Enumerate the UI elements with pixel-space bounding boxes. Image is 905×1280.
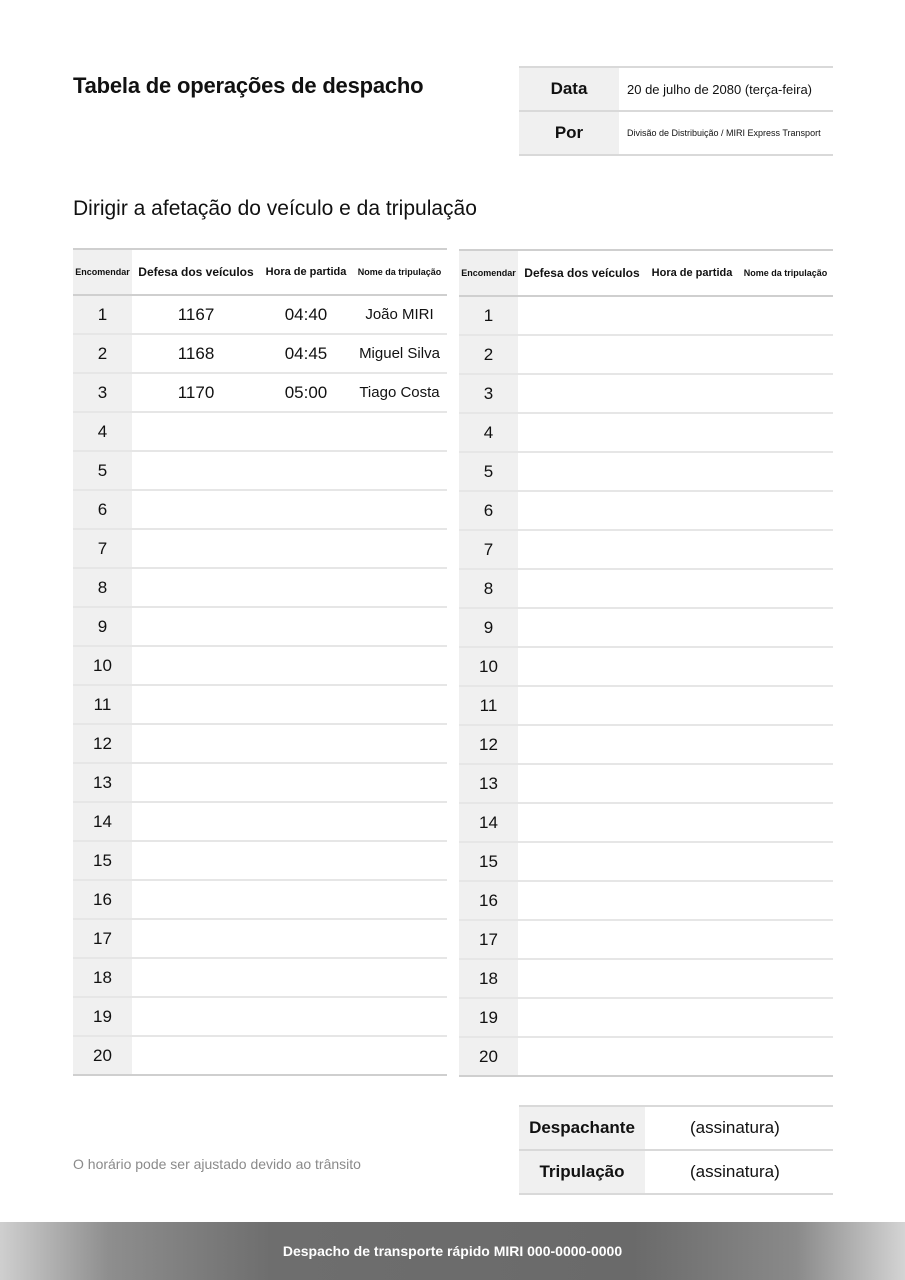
row-order-cell: 3: [459, 374, 518, 413]
footer-banner: [0, 1222, 905, 1280]
crew-name-cell: [738, 530, 833, 569]
row-order-cell: 19: [73, 997, 132, 1036]
vehicle-cell: [132, 607, 260, 646]
departure-time-cell: [646, 491, 738, 530]
assignment-table-left: [73, 248, 447, 1076]
crew-name-cell: [738, 920, 833, 959]
row-order-cell: 18: [73, 958, 132, 997]
vehicle-cell: 1168: [132, 334, 260, 373]
departure-time-cell: [646, 335, 738, 374]
row-order-cell: 11: [459, 686, 518, 725]
table-row: [459, 1037, 833, 1076]
departure-time-cell: [646, 569, 738, 608]
departure-time-cell: 04:45: [260, 334, 352, 373]
departure-time-cell: [646, 959, 738, 998]
departure-time-cell: [260, 1036, 352, 1075]
row-order-cell: 2: [73, 334, 132, 373]
table-row: [459, 881, 833, 920]
signature-field-crew: (assinatura): [645, 1150, 833, 1194]
signature-row-crew: [519, 1150, 833, 1194]
info-value-date: 20 de julho de 2080 (terça-feira): [619, 67, 833, 111]
vehicle-cell: [132, 958, 260, 997]
crew-name-cell: [352, 724, 447, 763]
row-order-cell: 4: [73, 412, 132, 451]
table-row: [459, 530, 833, 569]
vehicle-cell: [518, 959, 646, 998]
vehicle-cell: [132, 451, 260, 490]
departure-time-cell: [260, 880, 352, 919]
vehicle-cell: [518, 842, 646, 881]
table-row: [73, 373, 447, 412]
column-header-vehicle: Defesa dos veículos: [132, 249, 260, 295]
table-row: [459, 803, 833, 842]
table-row: [73, 646, 447, 685]
departure-time-cell: [646, 608, 738, 647]
table-row: [459, 452, 833, 491]
signature-table: [519, 1105, 833, 1195]
row-order-cell: 8: [459, 569, 518, 608]
departure-time-cell: 05:00: [260, 373, 352, 412]
departure-time-cell: [646, 725, 738, 764]
row-order-cell: 16: [459, 881, 518, 920]
departure-time-cell: [646, 803, 738, 842]
info-row-by: [519, 111, 833, 155]
table-row: [73, 958, 447, 997]
table-row: [459, 608, 833, 647]
departure-time-cell: [260, 997, 352, 1036]
vehicle-cell: [518, 491, 646, 530]
vehicle-cell: [518, 881, 646, 920]
table-row: [73, 529, 447, 568]
table-row: [73, 412, 447, 451]
departure-time-cell: [260, 724, 352, 763]
row-order-cell: 5: [73, 451, 132, 490]
row-order-cell: 12: [459, 725, 518, 764]
departure-time-cell: [646, 374, 738, 413]
departure-time-cell: [260, 646, 352, 685]
crew-name-cell: [738, 335, 833, 374]
crew-name-cell: [738, 1037, 833, 1076]
row-order-cell: 13: [73, 763, 132, 802]
row-order-cell: 18: [459, 959, 518, 998]
crew-name-cell: [738, 452, 833, 491]
departure-time-cell: [260, 685, 352, 724]
departure-time-cell: [646, 647, 738, 686]
vehicle-cell: [518, 296, 646, 335]
departure-time-cell: [646, 1037, 738, 1076]
row-order-cell: 13: [459, 764, 518, 803]
table-header-row: [73, 249, 447, 295]
column-header-order: Encomendar: [73, 249, 132, 295]
row-order-cell: 15: [459, 842, 518, 881]
crew-name-cell: [738, 881, 833, 920]
row-order-cell: 17: [73, 919, 132, 958]
row-order-cell: 14: [73, 802, 132, 841]
departure-time-cell: [646, 920, 738, 959]
crew-name-cell: [738, 413, 833, 452]
row-order-cell: 17: [459, 920, 518, 959]
row-order-cell: 10: [459, 647, 518, 686]
departure-time-cell: [646, 296, 738, 335]
vehicle-cell: [132, 1036, 260, 1075]
table-row: [73, 724, 447, 763]
row-order-cell: 7: [459, 530, 518, 569]
table-row: [73, 841, 447, 880]
crew-name-cell: [738, 647, 833, 686]
departure-time-cell: [260, 607, 352, 646]
crew-name-cell: [738, 491, 833, 530]
crew-name-cell: [738, 725, 833, 764]
vehicle-cell: [518, 686, 646, 725]
row-order-cell: 4: [459, 413, 518, 452]
vehicle-cell: [518, 725, 646, 764]
crew-name-cell: [738, 764, 833, 803]
crew-name-cell: [352, 763, 447, 802]
crew-name-cell: [738, 608, 833, 647]
crew-name-cell: [352, 1036, 447, 1075]
column-header-crew-name: Nome da tripulação: [738, 250, 833, 296]
column-header-departure-time: Hora de partida: [646, 250, 738, 296]
crew-name-cell: [738, 959, 833, 998]
vehicle-cell: [518, 569, 646, 608]
departure-time-cell: [260, 958, 352, 997]
departure-time-cell: [646, 881, 738, 920]
crew-name-cell: [738, 374, 833, 413]
vehicle-cell: [518, 608, 646, 647]
departure-time-cell: [646, 764, 738, 803]
row-order-cell: 19: [459, 998, 518, 1037]
vehicle-cell: [132, 412, 260, 451]
table-row: [73, 451, 447, 490]
departure-time-cell: [260, 841, 352, 880]
crew-name-cell: [352, 958, 447, 997]
crew-name-cell: [352, 451, 447, 490]
crew-name-cell: [352, 685, 447, 724]
column-header-vehicle: Defesa dos veículos: [518, 250, 646, 296]
row-order-cell: 2: [459, 335, 518, 374]
vehicle-cell: [518, 803, 646, 842]
crew-name-cell: João MIRI: [352, 295, 447, 334]
crew-name-cell: [352, 841, 447, 880]
table-row: [459, 374, 833, 413]
table-row: [459, 491, 833, 530]
vehicle-cell: [518, 764, 646, 803]
crew-name-cell: [352, 997, 447, 1036]
table-row: [459, 647, 833, 686]
departure-time-cell: [260, 763, 352, 802]
table-row: [459, 413, 833, 452]
vehicle-cell: [132, 997, 260, 1036]
crew-name-cell: Miguel Silva: [352, 334, 447, 373]
vehicle-cell: [518, 413, 646, 452]
table-row: [459, 842, 833, 881]
table-row: [459, 296, 833, 335]
vehicle-cell: [518, 530, 646, 569]
table-row: [73, 490, 447, 529]
row-order-cell: 6: [459, 491, 518, 530]
crew-name-cell: [738, 296, 833, 335]
table-row: [459, 920, 833, 959]
table-row: [459, 335, 833, 374]
departure-time-cell: [646, 413, 738, 452]
departure-time-cell: [646, 686, 738, 725]
info-row-date: [519, 67, 833, 111]
row-order-cell: 8: [73, 568, 132, 607]
departure-time-cell: [260, 802, 352, 841]
departure-time-cell: [646, 530, 738, 569]
crew-name-cell: [738, 569, 833, 608]
assignment-table-right: [459, 249, 833, 1077]
table-row: [459, 998, 833, 1037]
crew-name-cell: [738, 803, 833, 842]
vehicle-cell: [132, 490, 260, 529]
row-order-cell: 11: [73, 685, 132, 724]
document-info-table: [519, 66, 833, 156]
row-order-cell: 12: [73, 724, 132, 763]
departure-time-cell: [260, 412, 352, 451]
info-value-by: Divisão de Distribuição / MIRI Express Transport: [619, 111, 833, 155]
footer-text: Despacho de transporte rápido MIRI 000-0000-0000: [282, 1243, 623, 1259]
row-order-cell: 1: [73, 295, 132, 334]
departure-time-cell: [646, 998, 738, 1037]
row-order-cell: 16: [73, 880, 132, 919]
row-order-cell: 3: [73, 373, 132, 412]
crew-name-cell: Tiago Costa: [352, 373, 447, 412]
departure-time-cell: [646, 842, 738, 881]
vehicle-cell: [132, 568, 260, 607]
departure-time-cell: [646, 452, 738, 491]
vehicle-cell: [132, 529, 260, 568]
row-order-cell: 9: [459, 608, 518, 647]
vehicle-cell: [518, 647, 646, 686]
vehicle-cell: [132, 763, 260, 802]
crew-name-cell: [352, 412, 447, 451]
table-row: [73, 919, 447, 958]
vehicle-cell: [132, 880, 260, 919]
table-row: [73, 997, 447, 1036]
table-row: [73, 880, 447, 919]
table-row: [459, 686, 833, 725]
vehicle-cell: [132, 841, 260, 880]
crew-name-cell: [738, 998, 833, 1037]
row-order-cell: 20: [73, 1036, 132, 1075]
row-order-cell: 15: [73, 841, 132, 880]
row-order-cell: 7: [73, 529, 132, 568]
vehicle-cell: [518, 998, 646, 1037]
row-order-cell: 14: [459, 803, 518, 842]
traffic-note: O horário pode ser ajustado devido ao trânsito: [73, 1156, 361, 1172]
column-header-departure-time: Hora de partida: [260, 249, 352, 295]
crew-name-cell: [352, 568, 447, 607]
vehicle-cell: [518, 452, 646, 491]
row-order-cell: 20: [459, 1037, 518, 1076]
crew-name-cell: [352, 880, 447, 919]
signature-field-dispatcher: (assinatura): [645, 1106, 833, 1150]
crew-name-cell: [352, 802, 447, 841]
table-row: [459, 959, 833, 998]
departure-time-cell: [260, 451, 352, 490]
table-row: [73, 334, 447, 373]
crew-name-cell: [738, 842, 833, 881]
table-row: [459, 569, 833, 608]
crew-name-cell: [352, 529, 447, 568]
crew-name-cell: [352, 607, 447, 646]
crew-name-cell: [352, 919, 447, 958]
signature-label-dispatcher: Despachante: [519, 1106, 645, 1150]
row-order-cell: 5: [459, 452, 518, 491]
section-title: Dirigir a afetação do veículo e da tripulação: [73, 197, 477, 220]
vehicle-cell: [132, 724, 260, 763]
table-row: [459, 764, 833, 803]
table-row: [73, 763, 447, 802]
row-order-cell: 1: [459, 296, 518, 335]
vehicle-cell: [518, 920, 646, 959]
row-order-cell: 6: [73, 490, 132, 529]
vehicle-cell: [132, 685, 260, 724]
crew-name-cell: [352, 490, 447, 529]
signature-row-dispatcher: [519, 1106, 833, 1150]
table-row: [73, 295, 447, 334]
vehicle-cell: 1170: [132, 373, 260, 412]
table-header-row: [459, 250, 833, 296]
vehicle-cell: [518, 374, 646, 413]
table-row: [73, 802, 447, 841]
vehicle-cell: [132, 919, 260, 958]
vehicle-cell: [518, 335, 646, 374]
page-title: Tabela de operações de despacho: [73, 73, 424, 98]
vehicle-cell: [132, 802, 260, 841]
table-row: [73, 607, 447, 646]
vehicle-cell: [518, 1037, 646, 1076]
signature-label-crew: Tripulação: [519, 1150, 645, 1194]
departure-time-cell: [260, 568, 352, 607]
vehicle-cell: 1167: [132, 295, 260, 334]
column-header-crew-name: Nome da tripulação: [352, 249, 447, 295]
vehicle-cell: [132, 646, 260, 685]
row-order-cell: 9: [73, 607, 132, 646]
column-header-order: Encomendar: [459, 250, 518, 296]
departure-time-cell: [260, 529, 352, 568]
departure-time-cell: 04:40: [260, 295, 352, 334]
crew-name-cell: [352, 646, 447, 685]
crew-name-cell: [738, 686, 833, 725]
info-label-by: Por: [519, 111, 619, 155]
table-row: [73, 1036, 447, 1075]
table-row: [459, 725, 833, 764]
row-order-cell: 10: [73, 646, 132, 685]
departure-time-cell: [260, 919, 352, 958]
departure-time-cell: [260, 490, 352, 529]
table-row: [73, 685, 447, 724]
table-row: [73, 568, 447, 607]
info-label-date: Data: [519, 67, 619, 111]
